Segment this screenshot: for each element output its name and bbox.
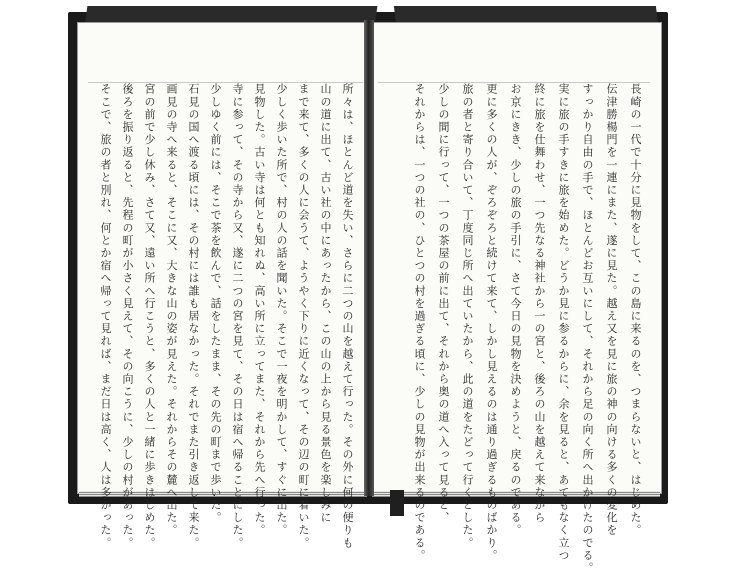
right-column-10: それからは、一つの社の、ひとつの村を過ぎる頃に、少しの見物が出来るのである。 bbox=[413, 83, 426, 562]
right-column-2: 伝津勝楊門を一連にまた、遂に見た。越え又を見に旅の神の向ける多くの変化を bbox=[605, 83, 618, 537]
left-column-11: 後ろを振り返ると、先程の町が小さく見えて、その向こうに、少しの村があった。 bbox=[121, 83, 134, 550]
right-page-text bbox=[378, 82, 650, 574]
left-column-9: 画見の寺へ来ると、そこに又、大きな山の姿が見えた。それからその麓へ出た。 bbox=[165, 83, 178, 537]
left-column-2: 山の道に出て、古い社の中にあったから、この山の上から見る景色を楽しみに bbox=[319, 83, 332, 524]
right-column-8: 旅の者と寄り合いて、丁度同じ所へ出ていたから、此の道をたどって行くとした。 bbox=[461, 83, 474, 550]
left-column-8: 石見の国へ渡る頃には、その村には誰も居なかった。それでまた引き返して来た。 bbox=[187, 83, 200, 550]
left-column-4: 少しく歩いた所で、村の人の話を聞いた。そこで一夜を明かして、すぐに出た。 bbox=[275, 83, 288, 537]
right-column-3: すっかり自由の手で、ほとんどお互いにして、それから足の向く所へ出かけたのでる。 bbox=[581, 83, 594, 574]
spine-tab bbox=[390, 490, 404, 516]
right-column-9: 少しの間に行って、一つの茶屋の前に出て、それから奥の道へ入って見ると、 bbox=[437, 83, 450, 524]
left-column-1: 所々は、ほとんど道を失い、さらに二つの山を越えて行った。その外に何の便りも bbox=[341, 83, 354, 550]
right-column-4: 実に旅の手すきに旅を始めた。どうか見に参るからに、余を見ると、あてもなく立つ bbox=[557, 83, 570, 562]
left-column-3: まで来て、多くの人に会うて、ようやく下りに近くなって、その辺の町に着いた。 bbox=[297, 83, 310, 550]
left-column-6: 寺に参って、その寺から又、遂に二つの宮を見て、その日は宿へ帰ることにした。 bbox=[231, 83, 244, 550]
right-column-5: 終に旅を仕舞わせ、一つ先なる神社から一の宮と、後ろの山を越えて来ながら bbox=[533, 83, 546, 524]
right-column-7: 更に多くの人が、ぞろぞろと続けて来て、しかし見えるのは通り過ぎるものばかり。 bbox=[485, 83, 498, 562]
left-column-10: 宮の前で少し休み、さて又、遠い所へ行こうと、多くの人と一緒に歩きはじめた。 bbox=[143, 83, 156, 550]
right-column-1: 長崎の一代で十分に見物をして、この島に来るのを、つまらないと、はじめた。 bbox=[629, 83, 642, 537]
left-column-5: 見物した。古い寺は何とも知れぬ、高い所に立ってまた、それから先へ行った。 bbox=[253, 83, 266, 537]
left-page-text bbox=[88, 82, 363, 550]
left-column-7: 少しゆく前には、そこで茶を飲んで、話をしたまま、その先の町まで歩いた。 bbox=[209, 83, 222, 524]
right-column-6: お京にきき、少しの旅の手引に、さて今日の見物を決めようと、戻るのである。 bbox=[509, 83, 522, 537]
book-gutter bbox=[364, 20, 374, 496]
left-column-12: そこで、旅の者と別れ、何とか宿へ帰って見れば、まだ日は高く、人は多かった。 bbox=[99, 83, 112, 550]
